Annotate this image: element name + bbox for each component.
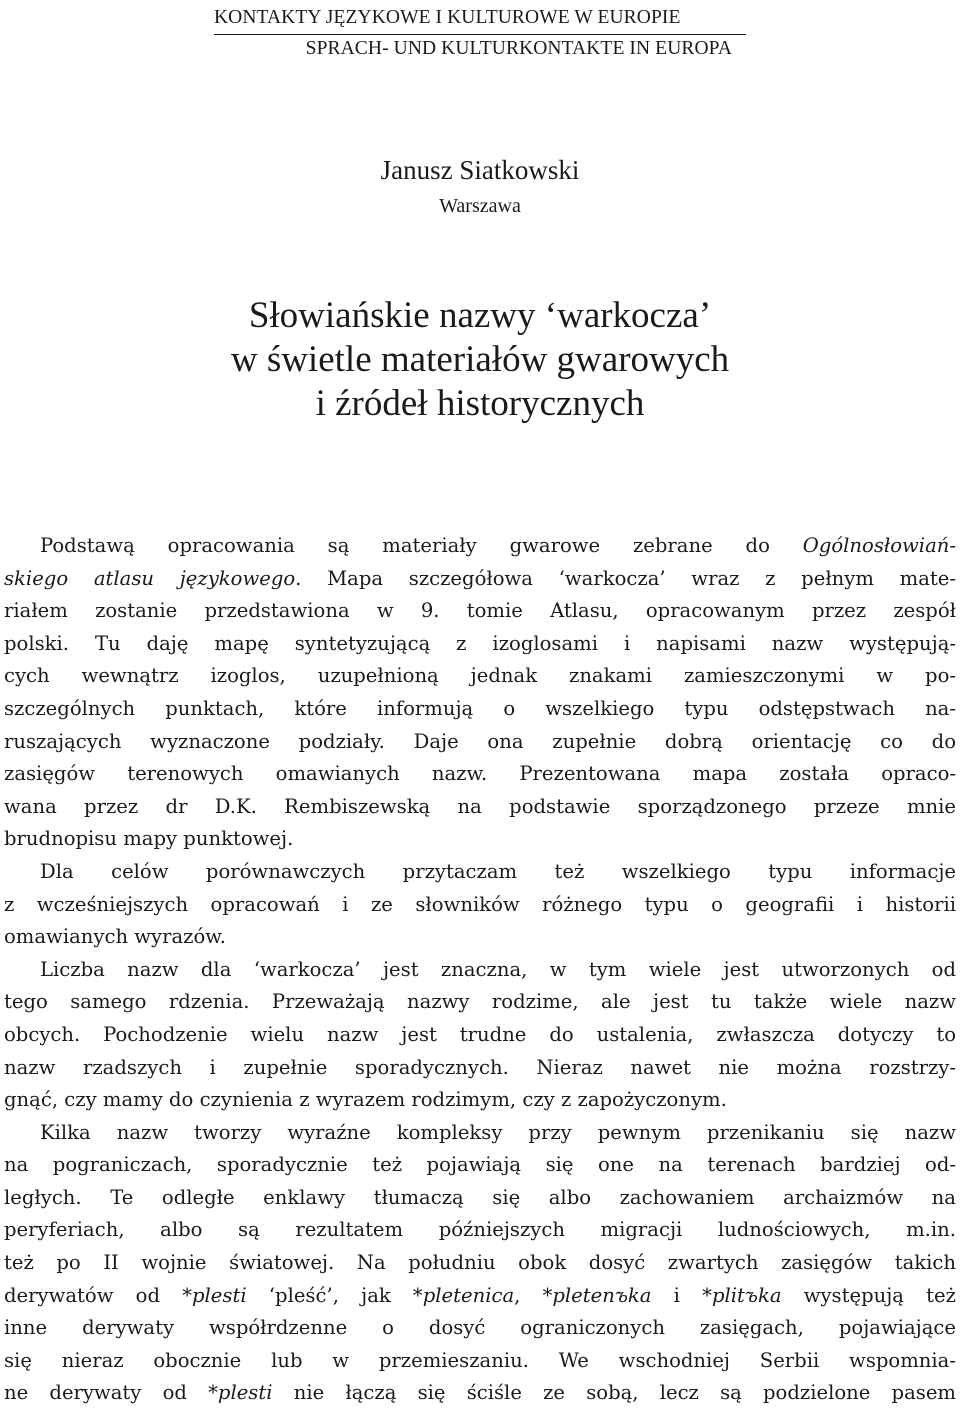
body-line: zasięgów terenowych omawianych nazw. Prezentowana mapa została opraco- — [4, 762, 956, 786]
text-run: Podstawą opracowania są materiały gwarowe zebrane do — [40, 534, 803, 557]
article-title — [0, 294, 960, 426]
title-line: Słowiańskie nazwy ‘warkocza’ — [248, 295, 712, 336]
body-line: nazw rzadszych i zupełnie sporadycznych. Nieraz nawet nie można rozstrzy- — [4, 1055, 956, 1079]
body-line: Dla celów porównawczych przytaczam też wszelkiego typu informacje — [40, 859, 956, 883]
body-line: ruszających wyznaczone podziały. Daje ona zupełnie dobrą orientację co do — [4, 729, 956, 753]
italic-form-run: plesti — [192, 1283, 247, 1307]
text-run: ne derywaty od * — [4, 1381, 218, 1405]
body-line — [0, 1377, 960, 1410]
body-line — [0, 1280, 960, 1313]
body-line: tego samego rdzenia. Przeważają nazwy rodzime, ale jest tu także wiele nazw — [4, 990, 956, 1014]
text-run: . Mapa szczegółowa ‘warkocza’ wraz z pełnym mate- — [295, 566, 956, 590]
body-line: inne derywaty współrdzenne o dosyć ograniczonych zasięgach, pojawiające — [4, 1316, 956, 1340]
italic-form-run: pletenъka — [552, 1283, 652, 1307]
text-run: derywatów od * — [4, 1283, 192, 1307]
body-line: też po II wojnie światowej. Na południu obok dosyć zwartych zasięgów takich — [4, 1251, 956, 1275]
italic-form-run: plesti — [217, 1381, 273, 1405]
italic-form-run: plitъka — [711, 1283, 782, 1307]
body-line: z wcześniejszych opracowań i ze słowników różnego typu o geografii i historii — [4, 892, 956, 916]
body-line: gnąć, czy mamy do czynienia z wyrazem rodzimym, czy z zapożyczonym. — [4, 1088, 727, 1112]
author-name: Janusz Siatkowski — [380, 155, 580, 185]
running-head-rule — [214, 34, 746, 35]
body-line: riałem zostanie przedstawiona w 9. tomie Atlasu, opracowanym przez zespół — [4, 599, 956, 623]
running-head-german: SPRACH- UND KULTURKONTAKTE IN EUROPA — [305, 38, 732, 59]
body-line: się nieraz obocznie lub w przemieszaniu. We wschodniej Serbii wspomnia- — [4, 1348, 956, 1372]
text-run: ‘pleść’, jak * — [246, 1283, 423, 1307]
text-run: i * — [651, 1283, 712, 1307]
running-head — [214, 2, 762, 64]
running-head-polish: KONTAKTY JĘZYKOWE I KULTUROWE W EUROPIE — [214, 7, 681, 28]
body-line: brudnopisu mapy punktowej. — [4, 827, 294, 851]
italic-form-run: pletenica — [422, 1283, 515, 1307]
title-line: i źródeł historycznych — [315, 383, 645, 424]
italic-title-run: skiego atlasu językowego — [4, 566, 296, 590]
body-line: cych wewnątrz izoglos, uzupełnioną jednak znakami zamieszczonymi w po- — [4, 664, 956, 688]
body-line — [0, 563, 960, 596]
body-line: ległych. Te odległe enklawy tłumaczą się albo zachowaniem archaizmów na — [4, 1185, 956, 1209]
author-affiliation: Warszawa — [439, 195, 521, 217]
body-line: na pograniczach, sporadycznie też pojawiają się one na terenach bardziej od- — [4, 1153, 956, 1177]
body-line: obcych. Pochodzenie wielu nazw jest trudne do ustalenia, zwłaszcza dotyczy to — [4, 1022, 956, 1046]
text-run: nie łączą się ściśle ze sobą, lecz są podzielone pasem — [272, 1381, 956, 1405]
body-line: Kilka nazw tworzy wyraźne kompleksy przy pewnym przenikaniu się nazw — [40, 1120, 956, 1144]
body-line: szczególnych punktach, które informują o wszelkiego typu odstępstwach na- — [4, 696, 956, 720]
italic-title-run: Ogólnosłowiań- — [802, 534, 956, 557]
body-line: Liczba nazw dla ‘warkocza’ jest znaczna, w tym wiele jest utworzonych od — [40, 957, 956, 981]
body-line: peryferiach, albo są rezultatem późniejszych migracji ludnościowych, m.in. — [4, 1218, 956, 1242]
text-run: , * — [514, 1283, 553, 1307]
body-line: omawianych wyrazów. — [4, 925, 226, 949]
body-line: polski. Tu daję mapę syntetyzującą z izoglosami i napisami nazw występują- — [4, 631, 956, 655]
body-line — [0, 530, 960, 563]
text-run: występują też — [781, 1283, 956, 1307]
title-line: w świetle materiałów gwarowych — [230, 339, 730, 380]
body-line: wana przez dr D.K. Rembiszewską na podstawie sporządzonego przeze mnie — [4, 794, 956, 818]
article-body — [0, 530, 960, 1410]
